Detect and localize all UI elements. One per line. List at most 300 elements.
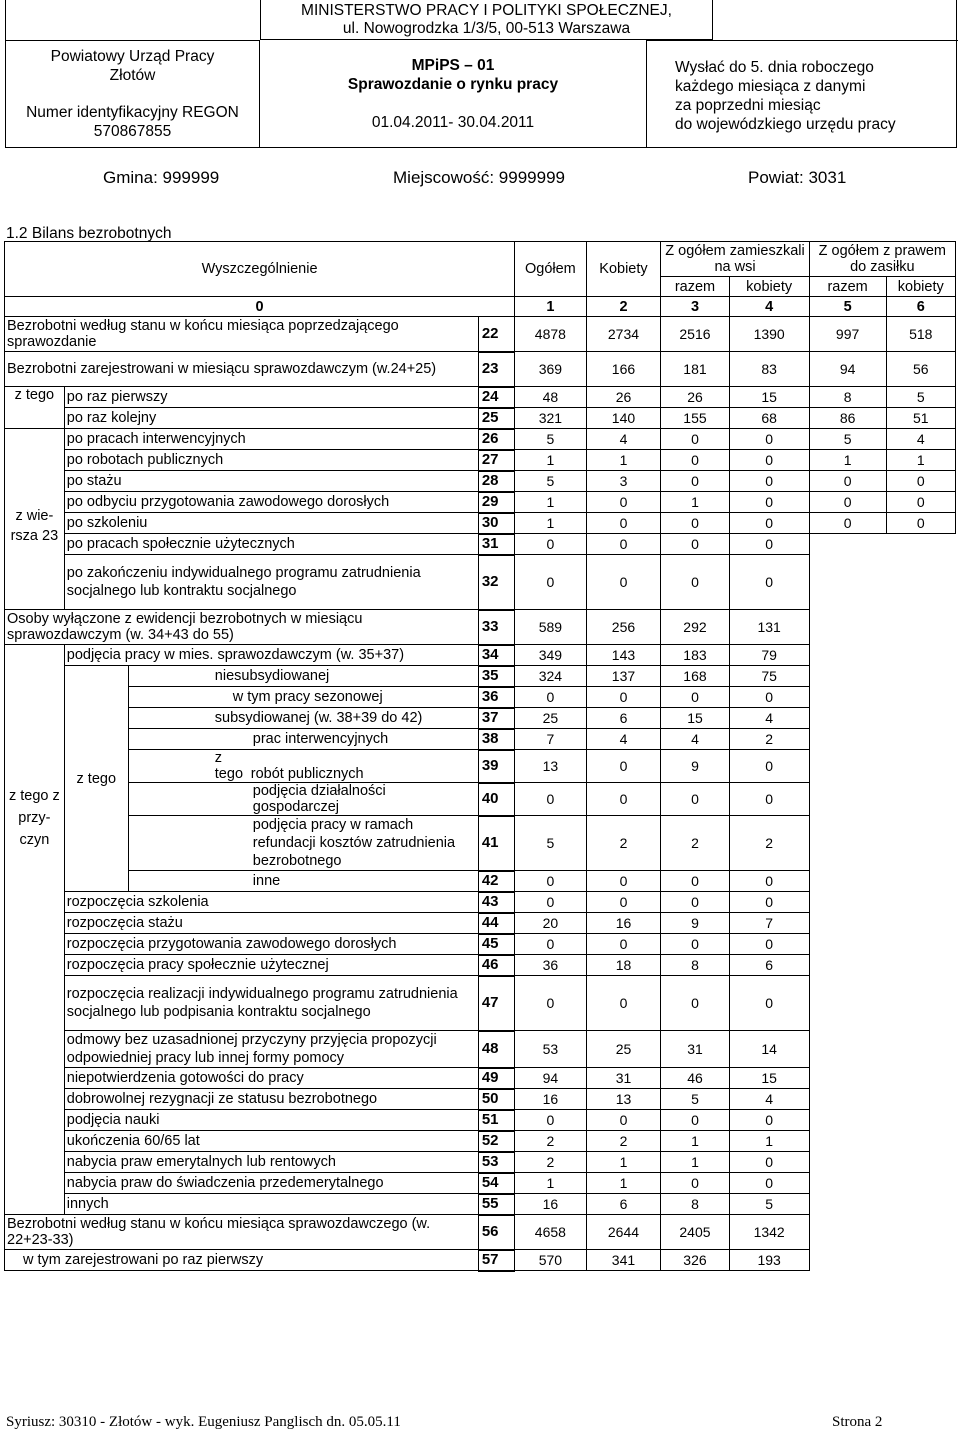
header-wsi: Z ogółem zamieszkali na wsi xyxy=(661,242,809,277)
section-title: 1.2 Bilans bezrobotnych xyxy=(6,225,172,242)
send-line: każdego miesiąca z danymi xyxy=(675,78,866,95)
cell: 0 xyxy=(515,1110,587,1131)
row-label: rozpoczęcia szkolenia xyxy=(64,892,478,913)
row-number: 31 xyxy=(478,534,514,555)
cell: 168 xyxy=(661,666,729,687)
cell: 83 xyxy=(729,352,809,387)
column-number-row xyxy=(5,297,956,317)
row-number: 24 xyxy=(478,387,514,408)
cell: 0 xyxy=(586,492,661,513)
cell: 4 xyxy=(886,429,955,450)
side-label: z wie- rsza 23 xyxy=(5,429,65,610)
row-number: 35 xyxy=(478,666,514,687)
cell: 8 xyxy=(809,387,886,408)
cell: 0 xyxy=(586,1110,661,1131)
cell: 15 xyxy=(729,1068,809,1089)
office-name: Powiatowy Urząd Pracy xyxy=(50,48,215,65)
cell: 4 xyxy=(729,1089,809,1110)
empty-cell xyxy=(809,1031,955,1068)
empty-cell xyxy=(809,687,955,708)
cell: 0 xyxy=(661,429,729,450)
row-number: 55 xyxy=(478,1194,514,1215)
cell: 2 xyxy=(586,1131,661,1152)
table-row xyxy=(5,1089,956,1110)
row-number: 39 xyxy=(478,750,514,783)
cell: 0 xyxy=(729,513,809,534)
ministry-name: MINISTERSTWO PRACY I POLITYKI SPOŁECZNEJ, xyxy=(301,2,672,19)
cell: 20 xyxy=(515,913,587,934)
cell: 0 xyxy=(729,492,809,513)
table-row xyxy=(5,317,956,352)
cell: 4878 xyxy=(515,317,587,352)
cell: 2405 xyxy=(661,1215,729,1250)
cell: 9 xyxy=(661,750,729,783)
header-kobiety: kobiety xyxy=(886,277,955,297)
cell: 0 xyxy=(661,1110,729,1131)
cell: 2 xyxy=(729,816,809,871)
cell: 0 xyxy=(515,534,587,555)
row-label: w tym pracy sezonowej xyxy=(128,687,478,708)
cell: 0 xyxy=(661,555,729,610)
send-line: do wojewódzkiego urzędu pracy xyxy=(675,116,896,133)
cell: 155 xyxy=(661,408,729,429)
row-number: 44 xyxy=(478,913,514,934)
row-number: 45 xyxy=(478,934,514,955)
cell: 16 xyxy=(586,913,661,934)
cell: 1 xyxy=(515,1173,587,1194)
row-label: nabycia praw do świadczenia przedemerytalnego xyxy=(64,1173,478,1194)
header-ogolem: Ogółem xyxy=(515,242,587,297)
row-number: 29 xyxy=(478,492,514,513)
regon-label: Numer identyfikacyjny REGON xyxy=(26,104,239,121)
empty-cell xyxy=(809,1089,955,1110)
cell: 16 xyxy=(515,1194,587,1215)
row-label xyxy=(128,750,478,783)
cell: 0 xyxy=(729,471,809,492)
row-label: po szkoleniu xyxy=(64,513,478,534)
cell: 8 xyxy=(661,955,729,976)
row-label: podjęcia pracy w mies. sprawozdawczym (w. 35+37) xyxy=(64,645,478,666)
table-row xyxy=(5,408,956,429)
cell: 0 xyxy=(586,687,661,708)
side-label: z tego z przy- czyn xyxy=(5,645,65,1215)
cell: 0 xyxy=(586,871,661,892)
table-row xyxy=(5,913,956,934)
form-box xyxy=(260,40,646,148)
row-label: Bezrobotni według stanu w końcu miesiąca sprawozdawczego (w. 22+23-33) xyxy=(5,1215,479,1250)
cell: 292 xyxy=(661,610,729,645)
cell: 1 xyxy=(661,1131,729,1152)
cell: 56 xyxy=(886,352,955,387)
cell: 1 xyxy=(586,1152,661,1173)
cell: 1390 xyxy=(729,317,809,352)
cell: 0 xyxy=(661,687,729,708)
row-label-text: robót publicznych xyxy=(250,766,364,782)
table-row xyxy=(5,1110,956,1131)
cell: 25 xyxy=(586,1031,661,1068)
cell: 193 xyxy=(729,1250,809,1271)
cell: 6 xyxy=(586,708,661,729)
table-row xyxy=(5,513,956,534)
row-label: podjęcia nauki xyxy=(64,1110,478,1131)
cell: 4 xyxy=(661,729,729,750)
table-row xyxy=(5,471,956,492)
empty-cell xyxy=(809,1215,955,1250)
cell: 0 xyxy=(586,892,661,913)
row-label: rozpoczęcia stażu xyxy=(64,913,478,934)
row-number: 36 xyxy=(478,687,514,708)
cell: 131 xyxy=(729,610,809,645)
cell: 0 xyxy=(661,534,729,555)
table-row xyxy=(5,1131,956,1152)
table-row xyxy=(5,976,956,1031)
cell: 15 xyxy=(661,708,729,729)
row-label: w tym zarejestrowani po raz pierwszy xyxy=(5,1250,479,1271)
table-row xyxy=(5,934,956,955)
cell: 0 xyxy=(515,892,587,913)
cell: 0 xyxy=(886,492,955,513)
row-label: Bezrobotni według stanu w końcu miesiąca poprzedzającego sprawozdanie xyxy=(5,317,479,352)
cell: 7 xyxy=(729,913,809,934)
row-label: ukończenia 60/65 lat xyxy=(64,1131,478,1152)
cell: 2 xyxy=(729,729,809,750)
cell: 166 xyxy=(586,352,661,387)
table-row xyxy=(5,1215,956,1250)
cell: 0 xyxy=(661,976,729,1031)
cell: 14 xyxy=(729,1031,809,1068)
row-label: niesubsydiowanej xyxy=(128,666,478,687)
empty-cell xyxy=(809,934,955,955)
cell: 1 xyxy=(515,450,587,471)
report-header xyxy=(5,0,957,148)
cell: 589 xyxy=(515,610,587,645)
row-label: podjęcia działalności gospodarczej xyxy=(128,783,478,816)
cell: 5 xyxy=(515,816,587,871)
cell: 68 xyxy=(729,408,809,429)
cell: 0 xyxy=(515,687,587,708)
col-number: 1 xyxy=(515,297,587,317)
table-row xyxy=(5,687,956,708)
col-number: 3 xyxy=(661,297,729,317)
row-label: po zakończeniu indywidualnego programu zatrudnienia socjalnego lub kontraktu socjalnego xyxy=(64,555,478,610)
row-label: subsydiowanej (w. 38+39 do 42) xyxy=(128,708,478,729)
cell: 1 xyxy=(515,513,587,534)
row-number: 41 xyxy=(478,816,514,871)
page-number: Strona 2 xyxy=(832,1414,883,1430)
empty-cell xyxy=(809,1110,955,1131)
cell: 13 xyxy=(586,1089,661,1110)
ministry-box xyxy=(260,0,713,40)
table-row xyxy=(5,871,956,892)
empty-cell xyxy=(809,1194,955,1215)
row-label: podjęcia pracy w ramach refundacji kosztów zatrudnienia bezrobotnego xyxy=(128,816,478,871)
empty-cell xyxy=(809,976,955,1031)
cell: 0 xyxy=(809,492,886,513)
cell: 324 xyxy=(515,666,587,687)
row-number: 57 xyxy=(478,1250,514,1271)
cell: 9 xyxy=(661,913,729,934)
row-number: 28 xyxy=(478,471,514,492)
header-razem: razem xyxy=(809,277,886,297)
cell: 1342 xyxy=(729,1215,809,1250)
cell: 16 xyxy=(515,1089,587,1110)
cell: 0 xyxy=(809,471,886,492)
send-line: Wysłać do 5. dnia roboczego xyxy=(675,59,874,76)
header-kobiety: kobiety xyxy=(729,277,809,297)
cell: 2 xyxy=(515,1152,587,1173)
cell: 4 xyxy=(729,708,809,729)
cell: 0 xyxy=(729,783,809,816)
table-row xyxy=(5,1194,956,1215)
cell: 13 xyxy=(515,750,587,783)
empty-cell xyxy=(809,816,955,871)
side-label: z tego xyxy=(64,666,128,892)
row-number: 54 xyxy=(478,1173,514,1194)
row-label: Osoby wyłączone z ewidencji bezrobotnych w miesiącu sprawozdawczym (w. 34+43 do 55) xyxy=(5,610,479,645)
cell: 0 xyxy=(586,976,661,1031)
cell: 1 xyxy=(661,492,729,513)
cell: 349 xyxy=(515,645,587,666)
table-row xyxy=(5,816,956,871)
cell: 8 xyxy=(661,1194,729,1215)
regon-number: 570867855 xyxy=(93,123,172,140)
table-row xyxy=(5,534,956,555)
cell: 0 xyxy=(729,934,809,955)
table-row xyxy=(5,387,956,408)
empty-cell xyxy=(809,1152,955,1173)
empty-cell xyxy=(809,610,955,645)
cell: 1 xyxy=(515,492,587,513)
cell: 15 xyxy=(729,387,809,408)
cell: 0 xyxy=(661,783,729,816)
cell: 86 xyxy=(809,408,886,429)
cell: 26 xyxy=(586,387,661,408)
row-number: 43 xyxy=(478,892,514,913)
cell: 51 xyxy=(886,408,955,429)
col-number: 5 xyxy=(809,297,886,317)
cell: 256 xyxy=(586,610,661,645)
row-number: 25 xyxy=(478,408,514,429)
cell: 1 xyxy=(586,450,661,471)
cell: 321 xyxy=(515,408,587,429)
table-header-row xyxy=(5,242,956,277)
cell: 0 xyxy=(886,471,955,492)
empty-cell xyxy=(809,708,955,729)
footer-author: Syriusz: 30310 - Złotów - wyk. Eugeniusz Panglisch dn. 05.05.11 xyxy=(6,1414,401,1430)
row-number: 23 xyxy=(478,352,514,387)
row-number: 46 xyxy=(478,955,514,976)
cell: 0 xyxy=(729,1173,809,1194)
empty-cell xyxy=(809,555,955,610)
cell: 0 xyxy=(729,750,809,783)
row-label: nabycia praw emerytalnych lub rentowych xyxy=(64,1152,478,1173)
empty-cell xyxy=(809,645,955,666)
cell: 2644 xyxy=(586,1215,661,1250)
empty-cell xyxy=(809,729,955,750)
cell: 1 xyxy=(886,450,955,471)
row-label: po raz pierwszy xyxy=(64,387,478,408)
row-number: 37 xyxy=(478,708,514,729)
row-number: 47 xyxy=(478,976,514,1031)
header-zasilek: Z ogółem z prawem do zasiłku xyxy=(809,242,955,277)
cell: 79 xyxy=(729,645,809,666)
empty-cell xyxy=(809,1250,955,1271)
header-razem: razem xyxy=(661,277,729,297)
miejscowosc-label: Miejscowość: 9999999 xyxy=(393,168,565,187)
cell: 18 xyxy=(586,955,661,976)
cell: 0 xyxy=(661,871,729,892)
cell: 0 xyxy=(661,471,729,492)
row-number: 40 xyxy=(478,783,514,816)
cell: 0 xyxy=(661,892,729,913)
row-number: 48 xyxy=(478,1031,514,1068)
cell: 75 xyxy=(729,666,809,687)
cell: 0 xyxy=(515,871,587,892)
cell: 25 xyxy=(515,708,587,729)
cell: 570 xyxy=(515,1250,587,1271)
header-kobiety: Kobiety xyxy=(586,242,661,297)
cell: 46 xyxy=(661,1068,729,1089)
empty-cell xyxy=(809,783,955,816)
cell: 2734 xyxy=(586,317,661,352)
cell: 4 xyxy=(586,729,661,750)
table-row xyxy=(5,555,956,610)
cell: 1 xyxy=(661,1152,729,1173)
cell: 0 xyxy=(515,783,587,816)
row-label: rozpoczęcia realizacji indywidualnego programu zatrudnienia socjalnego lub podpisania kontraktu socjalnego xyxy=(64,976,478,1031)
cell: 2 xyxy=(661,816,729,871)
row-label: inne xyxy=(128,871,478,892)
row-number: 33 xyxy=(478,610,514,645)
row-number: 27 xyxy=(478,450,514,471)
cell: 48 xyxy=(515,387,587,408)
powiat-label: Powiat: 3031 xyxy=(748,168,847,187)
row-label: prac interwencyjnych xyxy=(128,729,478,750)
row-number: 26 xyxy=(478,429,514,450)
ministry-address: ul. Nowogrodzka 1/3/5, 00-513 Warszawa xyxy=(342,20,631,37)
row-number: 49 xyxy=(478,1068,514,1089)
gmina-label: Gmina: 999999 xyxy=(103,168,220,187)
row-number: 50 xyxy=(478,1089,514,1110)
cell: 5 xyxy=(661,1089,729,1110)
cell: 5 xyxy=(515,471,587,492)
cell: 0 xyxy=(586,513,661,534)
cell: 0 xyxy=(729,534,809,555)
cell: 31 xyxy=(661,1031,729,1068)
cell: 0 xyxy=(661,934,729,955)
cell: 5 xyxy=(515,429,587,450)
table-row xyxy=(5,708,956,729)
empty-cell xyxy=(809,892,955,913)
empty-cell xyxy=(809,1173,955,1194)
table-row xyxy=(5,750,956,783)
cell: 0 xyxy=(661,513,729,534)
row-label: po raz kolejny xyxy=(64,408,478,429)
cell: 0 xyxy=(729,450,809,471)
cell: 94 xyxy=(809,352,886,387)
cell: 183 xyxy=(661,645,729,666)
cell: 0 xyxy=(729,1152,809,1173)
cell: 53 xyxy=(515,1031,587,1068)
cell: 94 xyxy=(515,1068,587,1089)
table-row xyxy=(5,429,956,450)
cell: 1 xyxy=(729,1131,809,1152)
table-row xyxy=(5,610,956,645)
table-row xyxy=(5,1152,956,1173)
row-label: dobrowolnej rezygnacji ze statusu bezrobotnego xyxy=(64,1089,478,1110)
row-label: Bezrobotni zarejestrowani w miesiącu sprawozdawczym (w.24+25) xyxy=(5,352,479,387)
table-row xyxy=(5,450,956,471)
cell: 0 xyxy=(729,687,809,708)
row-label: po robotach publicznych xyxy=(64,450,478,471)
row-label: po pracach społecznie użytecznych xyxy=(64,534,478,555)
cell: 997 xyxy=(809,317,886,352)
report-period: 01.04.2011- 30.04.2011 xyxy=(371,114,535,131)
empty-cell xyxy=(809,871,955,892)
row-number: 42 xyxy=(478,871,514,892)
form-name: Sprawozdanie o rynku pracy xyxy=(347,76,559,93)
col-number: 4 xyxy=(729,297,809,317)
col-number: 0 xyxy=(5,297,515,317)
cell: 0 xyxy=(729,429,809,450)
cell: 31 xyxy=(586,1068,661,1089)
cell: 181 xyxy=(661,352,729,387)
cell: 6 xyxy=(729,955,809,976)
empty-cell xyxy=(809,913,955,934)
cell: 7 xyxy=(515,729,587,750)
cell: 0 xyxy=(886,513,955,534)
table-row xyxy=(5,645,956,666)
send-line: za poprzedni miesiąc xyxy=(675,97,821,114)
send-instructions xyxy=(646,40,958,148)
cell: 4658 xyxy=(515,1215,587,1250)
cell: 0 xyxy=(729,871,809,892)
cell: 140 xyxy=(586,408,661,429)
table-row xyxy=(5,352,956,387)
cell: 1 xyxy=(809,450,886,471)
cell: 2516 xyxy=(661,317,729,352)
table-row xyxy=(5,666,956,687)
row-label: po odbyciu przygotowania zawodowego dorosłych xyxy=(64,492,478,513)
row-number: 34 xyxy=(478,645,514,666)
row-label: odmowy bez uzasadnionej przyczyny przyjęcia propozycji odpowiedniej pracy lub innej formy pomocy xyxy=(64,1031,478,1068)
cell: 518 xyxy=(886,317,955,352)
cell: 0 xyxy=(729,1110,809,1131)
row-number: 56 xyxy=(478,1215,514,1250)
cell: 0 xyxy=(586,555,661,610)
row-number: 52 xyxy=(478,1131,514,1152)
cell: 0 xyxy=(586,783,661,816)
col-number: 2 xyxy=(586,297,661,317)
cell: 0 xyxy=(515,555,587,610)
table-row xyxy=(5,783,956,816)
form-code: MPiPS – 01 xyxy=(411,57,495,74)
cell: 36 xyxy=(515,955,587,976)
empty-cell xyxy=(809,1068,955,1089)
cell: 0 xyxy=(586,934,661,955)
cell: 0 xyxy=(729,976,809,1031)
table-row xyxy=(5,492,956,513)
cell: 0 xyxy=(661,450,729,471)
cell: 326 xyxy=(661,1250,729,1271)
cell: 4 xyxy=(586,429,661,450)
cell: 5 xyxy=(729,1194,809,1215)
table-row xyxy=(5,1031,956,1068)
table-row xyxy=(5,1068,956,1089)
office-box xyxy=(6,40,260,148)
header-wyszczegolnienie: Wyszczególnienie xyxy=(5,242,515,297)
empty-cell xyxy=(809,1131,955,1152)
